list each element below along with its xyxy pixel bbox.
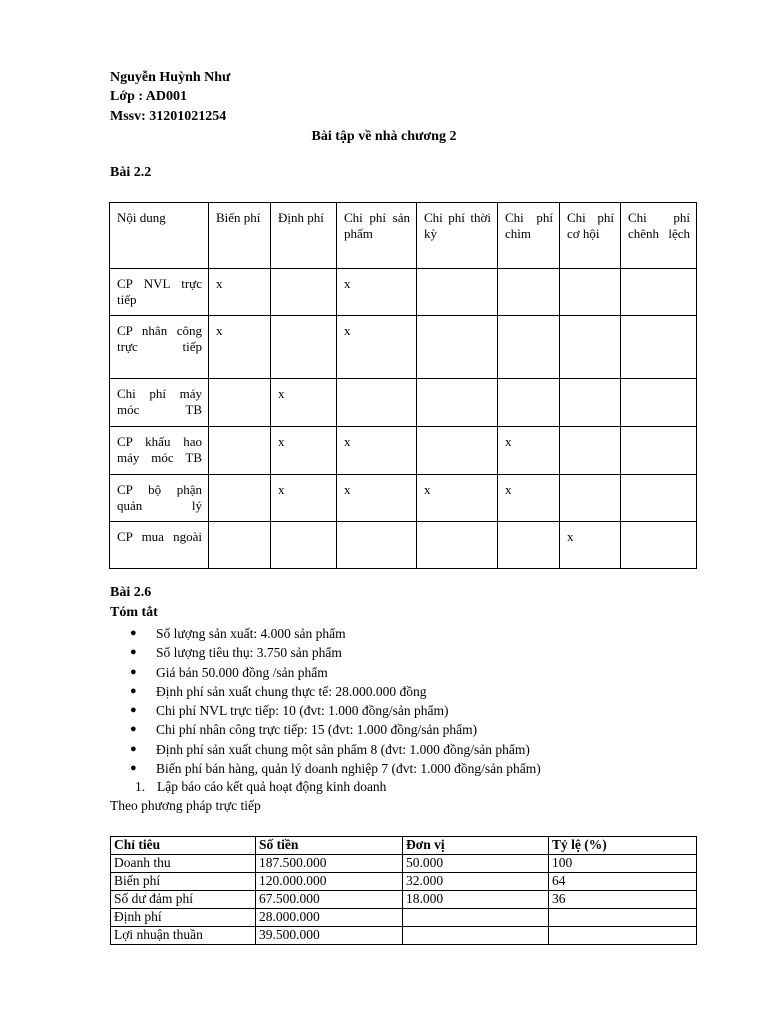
- table-cell: x: [271, 475, 337, 522]
- list-item: ● Chi phí NVL trực tiếp: 10 (đvt: 1.000 đồng/sản phẩm): [130, 701, 730, 720]
- list-item: ● Biến phí bán hàng, quản lý doanh nghiệp 7 (đvt: 1.000 đồng/sản phẩm): [130, 759, 730, 778]
- list-item: ● Chi phí nhân công trực tiếp: 15 (đvt: 1.000 đồng/sản phẩm): [130, 720, 730, 739]
- document-title: Bài tập về nhà chương 2: [311, 129, 457, 144]
- table-cell: 36: [549, 891, 697, 909]
- table-cell: [560, 475, 621, 522]
- table-cell: 187.500.000: [256, 855, 403, 873]
- table-cell: x: [337, 269, 417, 316]
- table-cell: [403, 927, 549, 945]
- table-cell: 50.000: [403, 855, 549, 873]
- income-statement-table: [110, 836, 697, 945]
- table-cell: [621, 269, 697, 316]
- column-header: Chi phí chìm: [498, 203, 560, 269]
- table-cell: [560, 269, 621, 316]
- table-cell: x: [337, 316, 417, 379]
- table-header-row: [110, 203, 697, 269]
- table-cell: x: [271, 379, 337, 427]
- table-cell: 100: [549, 855, 697, 873]
- table-cell: [271, 269, 337, 316]
- table-cell: [417, 522, 498, 569]
- row-label: Số dư đảm phí: [111, 891, 256, 909]
- table-cell: x: [498, 475, 560, 522]
- table-cell: 39.500.000: [256, 927, 403, 945]
- numbered-task: [135, 779, 386, 795]
- table-row: [110, 379, 697, 427]
- table-cell: x: [337, 475, 417, 522]
- table-cell: [498, 379, 560, 427]
- list-item: ● Định phí sản xuất chung thực tế: 28.000.000 đồng: [130, 682, 730, 701]
- table-cell: [209, 522, 271, 569]
- table-cell: [417, 427, 498, 475]
- table-cell: [403, 909, 549, 927]
- row-label: Biến phí: [111, 873, 256, 891]
- summary-heading: Tóm tắt: [110, 605, 158, 620]
- summary-bullet-list: [130, 624, 730, 778]
- column-header: Đơn vị: [403, 837, 549, 855]
- table-cell: [417, 379, 498, 427]
- table-cell: 64: [549, 873, 697, 891]
- table-row: [111, 873, 697, 891]
- table-row: [110, 269, 697, 316]
- table-cell: [498, 269, 560, 316]
- table-row: [111, 891, 697, 909]
- list-item: ● Số lượng tiêu thụ: 3.750 sản phẩm: [130, 643, 730, 662]
- row-label: Chi phí máy móc TB: [110, 379, 209, 427]
- cost-classification-table: [109, 202, 697, 569]
- row-label: Định phí: [111, 909, 256, 927]
- table-cell: x: [271, 427, 337, 475]
- column-header: Chi phí chênh lệch: [621, 203, 697, 269]
- table-cell: [498, 522, 560, 569]
- table-cell: [337, 522, 417, 569]
- table-cell: [498, 316, 560, 379]
- table-cell: 32.000: [403, 873, 549, 891]
- student-id: Mssv: 31201021254: [110, 109, 227, 124]
- table-cell: x: [337, 427, 417, 475]
- list-item: ● Giá bán 50.000 đồng /sản phẩm: [130, 663, 730, 682]
- table-cell: [621, 522, 697, 569]
- table-cell: [560, 316, 621, 379]
- column-header: Định phí: [271, 203, 337, 269]
- table-row: [111, 909, 697, 927]
- table-cell: x: [560, 522, 621, 569]
- method-text: Theo phương pháp trực tiếp: [110, 798, 261, 813]
- table-cell: x: [417, 475, 498, 522]
- section-heading-2-6: Bài 2.6: [110, 585, 152, 600]
- row-label: CP mua ngoài: [110, 522, 209, 569]
- table-row: [111, 927, 697, 945]
- column-header: Số tiền: [256, 837, 403, 855]
- row-label: CP nhân công trực tiếp: [110, 316, 209, 379]
- list-item: ● Định phí sản xuất chung một sản phẩm 8 (đvt: 1.000 đồng/sản phẩm): [130, 740, 730, 759]
- table-cell: [417, 269, 498, 316]
- class-label: Lớp : AD001: [110, 89, 187, 104]
- section-heading-2-2: Bài 2.2: [110, 165, 152, 180]
- table-cell: [209, 427, 271, 475]
- table-cell: x: [498, 427, 560, 475]
- table-cell: x: [209, 316, 271, 379]
- task-number: 1.: [135, 779, 146, 794]
- table-cell: [337, 379, 417, 427]
- table-cell: 120.000.000: [256, 873, 403, 891]
- table-cell: [271, 522, 337, 569]
- column-header: Chỉ tiêu: [111, 837, 256, 855]
- table-cell: [209, 379, 271, 427]
- list-item: ● Số lượng sản xuất: 4.000 sản phẩm: [130, 624, 730, 643]
- table-cell: [621, 379, 697, 427]
- table-cell: 28.000.000: [256, 909, 403, 927]
- table-cell: x: [209, 269, 271, 316]
- table-cell: [621, 475, 697, 522]
- column-header: Biến phí: [209, 203, 271, 269]
- table-row: [110, 522, 697, 569]
- row-label: CP bộ phận quản lý: [110, 475, 209, 522]
- table-row: [110, 316, 697, 379]
- table-cell: [209, 475, 271, 522]
- author-name: Nguyễn Huỳnh Như: [110, 70, 231, 85]
- table-row: [110, 427, 697, 475]
- row-label: CP khấu hao máy móc TB: [110, 427, 209, 475]
- row-label: Lợi nhuận thuần: [111, 927, 256, 945]
- column-header: Chi phí thời kỳ: [417, 203, 498, 269]
- table-row: [111, 855, 697, 873]
- table-cell: [621, 316, 697, 379]
- column-header: Chi phí sản phẩm: [337, 203, 417, 269]
- table-header-row: [111, 837, 697, 855]
- table-cell: [271, 316, 337, 379]
- column-header: Nội dung: [110, 203, 209, 269]
- table-cell: [417, 316, 498, 379]
- task-text: Lập báo cáo kết quả hoạt động kinh doanh: [157, 779, 387, 794]
- table-row: [110, 475, 697, 522]
- table-cell: [549, 927, 697, 945]
- table-cell: [549, 909, 697, 927]
- column-header: Tỷ lệ (%): [549, 837, 697, 855]
- row-label: Doanh thu: [111, 855, 256, 873]
- table-cell: [621, 427, 697, 475]
- row-label: CP NVL trực tiếp: [110, 269, 209, 316]
- table-cell: 18.000: [403, 891, 549, 909]
- column-header: Chi phí cơ hội: [560, 203, 621, 269]
- table-cell: [560, 427, 621, 475]
- table-cell: [560, 379, 621, 427]
- table-cell: 67.500.000: [256, 891, 403, 909]
